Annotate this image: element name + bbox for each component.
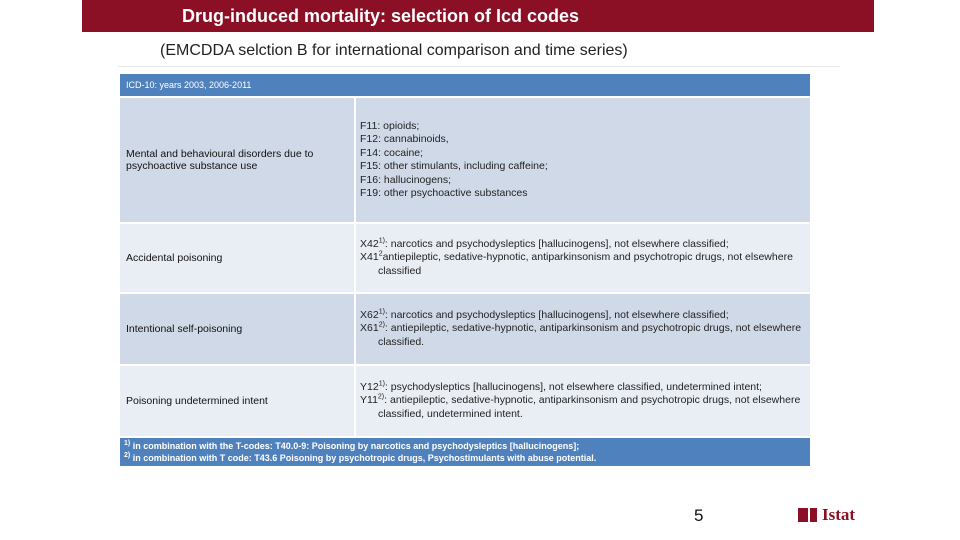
footnote-text: in combination with T code: T43.6 Poisoning by psychotropic drugs, Psychostimulants with abuse potential. xyxy=(130,453,597,463)
row-category: Poisoning undetermined intent xyxy=(119,365,355,437)
footnote-ref: 1) xyxy=(378,237,385,245)
footnote-mark: 2) xyxy=(124,452,131,459)
page-number: 5 xyxy=(694,506,704,525)
code-description: : psychodysleptics [hallucinogens], not elsewhere classified, undetermined intent; xyxy=(384,380,762,393)
table-row xyxy=(119,223,811,293)
row-codes xyxy=(355,293,811,365)
code-line: F15: other stimulants, including caffeine; xyxy=(360,160,548,172)
icd-code: X61 xyxy=(360,322,379,335)
table-header-row xyxy=(119,73,811,97)
title-bar xyxy=(82,0,874,32)
subtitle-divider xyxy=(118,66,840,67)
code-line: F16: hallucinogens; xyxy=(360,173,452,186)
code-line: F19: other psychoactive substances xyxy=(360,187,528,199)
istat-logo xyxy=(798,505,855,525)
code-line xyxy=(360,238,806,252)
istat-logo-icon xyxy=(798,508,817,522)
logo-text: Istat xyxy=(822,505,856,524)
code-line xyxy=(360,322,806,349)
table-footnotes xyxy=(119,437,811,467)
footnote-ref: 2 xyxy=(378,250,383,258)
table-row xyxy=(119,97,811,223)
row-category: Mental and behavioural disorders due to psychoactive substance use xyxy=(119,97,355,223)
icd-code: X42 xyxy=(360,237,379,250)
code-description: : antiepileptic, sedative-hypnotic, antiparkinsonism and psychotropic drugs, not elsewhere classified, undetermined intent. xyxy=(378,394,801,420)
code-line: F12: cannabinoids, xyxy=(360,133,449,145)
icd-codes-table xyxy=(118,72,812,468)
row-codes xyxy=(355,223,811,293)
row-category: Accidental poisoning xyxy=(119,223,355,293)
footnote-ref: 1) xyxy=(378,308,385,316)
table-footnote-row xyxy=(119,437,811,467)
row-codes xyxy=(355,97,811,223)
table-row xyxy=(119,293,811,365)
code-line xyxy=(360,394,806,421)
icd-code: Y12 xyxy=(360,380,379,393)
code-description: : narcotics and psychodysleptics [hallucinogens], not elsewhere classified; xyxy=(384,237,729,250)
code-description: : narcotics and psychodysleptics [hallucinogens], not elsewhere classified; xyxy=(384,308,729,321)
icd-code: X41 xyxy=(360,251,379,264)
code-line xyxy=(360,381,806,395)
code-description: antiepileptic, sedative-hypnotic, antiparkinsonism and psychotropic drugs, not elsewhere classified xyxy=(378,251,793,277)
code-line: F11: opioids; xyxy=(360,119,420,132)
table-row xyxy=(119,365,811,437)
icd-code: Y11 xyxy=(360,394,378,407)
table-header: ICD-10: years 2003, 2006-2011 xyxy=(119,73,811,97)
slide-subtitle: (EMCDDA selction B for international comparison and time series) xyxy=(160,42,628,59)
footnote-mark: 1) xyxy=(124,440,131,447)
footnote-ref: 2) xyxy=(377,393,385,401)
code-line xyxy=(360,309,806,323)
row-codes xyxy=(355,365,811,437)
footnote xyxy=(124,452,806,464)
code-line: F14: cocaine; xyxy=(360,146,424,159)
footnote-text: in combination with the T-codes: T40.0-9: Poisoning by narcotics and psychodysleptics [hallucinogens]; xyxy=(130,441,580,451)
icd-code: X62 xyxy=(360,308,379,321)
code-line xyxy=(360,251,806,278)
row-category: Intentional self-poisoning xyxy=(119,293,355,365)
code-description: : antiepileptic, sedative-hypnotic, antiparkinsonism and psychotropic drugs, not elsewhere classified. xyxy=(378,322,802,348)
footnote-ref: 2) xyxy=(378,321,385,329)
footnote-ref: 1) xyxy=(378,380,385,388)
footnote xyxy=(124,440,806,452)
slide-title: Drug-induced mortality: selection of Icd codes xyxy=(182,5,580,26)
